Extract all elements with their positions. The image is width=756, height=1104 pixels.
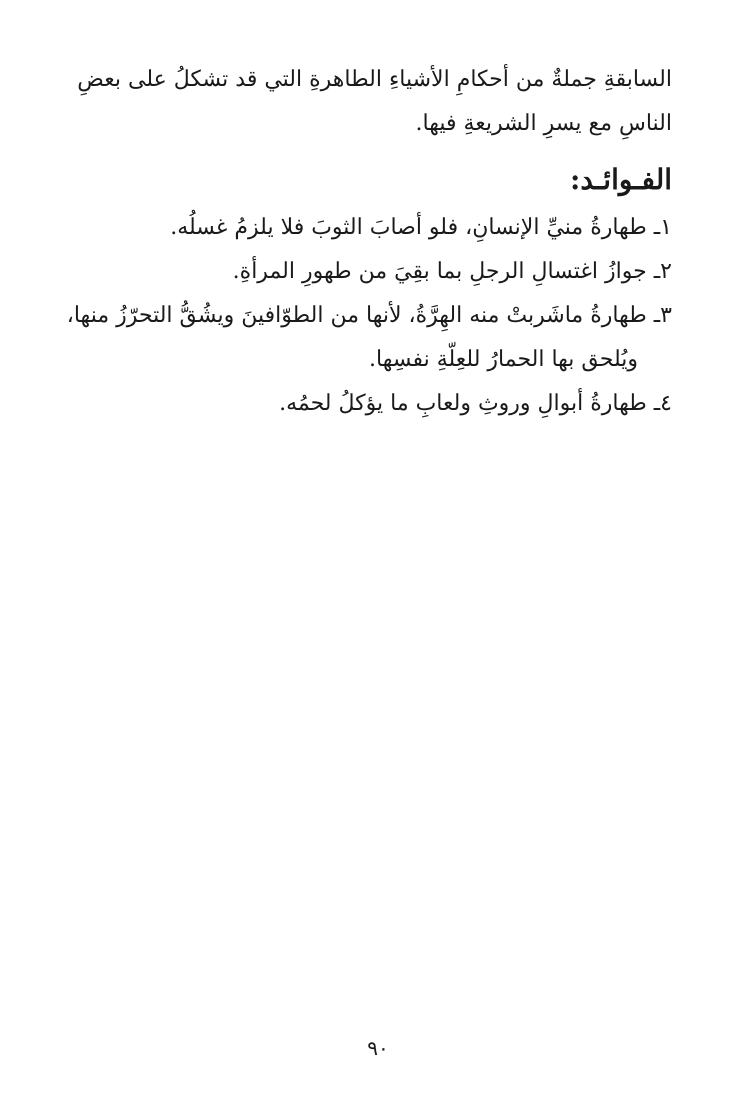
item-text: طهارةُ منيِّ الإنسانِ، فلو أصابَ الثوبَ فلا يلزمُ غسلُه. [170, 215, 647, 240]
benefit-item-3-continuation: ويُلحق بها الحمارُ للعِلّةِ نفسِها. [369, 347, 638, 372]
intro-line-2: الناسِ مع يسرِ الشريعةِ فيها. [415, 111, 672, 136]
page-number: ٩٠ [367, 1036, 389, 1060]
item-text: طهارةُ ماشَربتْ منه الهِرَّةُ، لأنها من الطوّافينَ ويشُقُّ التحرّزُ منها، [66, 303, 647, 328]
item-text: جوازُ اغتسالِ الرجلِ بما بقِيَ من طهورِ المرأةِ. [232, 259, 647, 284]
benefit-item-3 [66, 294, 672, 338]
item-number: ٤ـ [653, 391, 672, 416]
benefit-item-1 [72, 206, 672, 250]
text-body [66, 58, 672, 426]
item-number: ٢ـ [653, 259, 672, 284]
item-number: ٣ـ [653, 303, 672, 328]
benefit-item-2 [72, 250, 672, 294]
benefit-item-4 [72, 382, 672, 426]
intro-line-1: السابقةِ جملةٌ من أحكامِ الأشياءِ الطاهرةِ التي قد تشكلُ على بعضِ [77, 67, 672, 92]
item-text: طهارةُ أبوالِ وروثِ ولعابِ ما يؤكلُ لحمُه. [279, 391, 647, 416]
section-heading: الفـوائـد: [570, 163, 672, 196]
item-number: ١ـ [653, 215, 672, 240]
